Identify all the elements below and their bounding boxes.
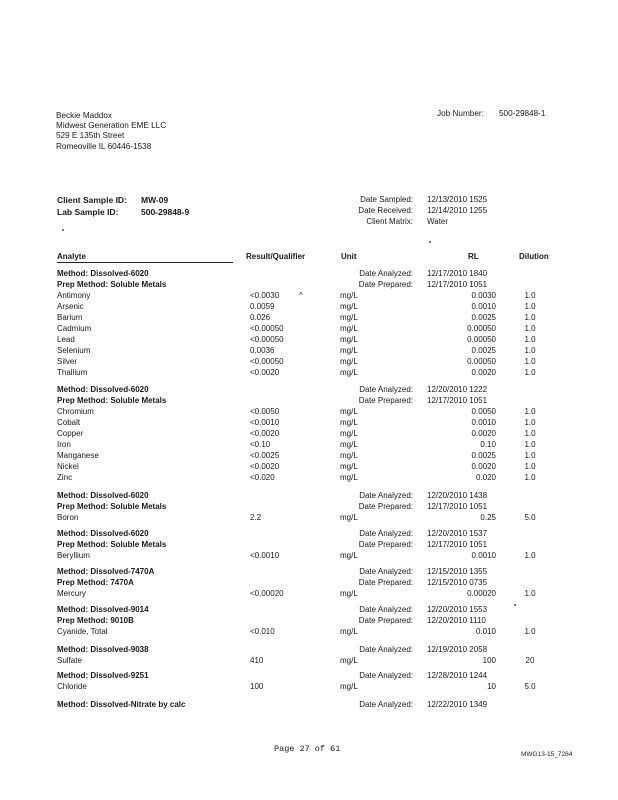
- date-analyzed-value: 12/28/2010 1244: [427, 671, 488, 680]
- analyte-name: Mercury: [57, 589, 86, 598]
- unit-value: mg/L: [340, 368, 358, 377]
- result-value: 0.0059: [250, 302, 275, 311]
- analyte-name: Copper: [57, 429, 84, 438]
- unit-value: mg/L: [340, 440, 358, 449]
- date-analyzed-label: Date Analyzed:: [359, 491, 413, 500]
- dilution-value: 1.0: [524, 324, 536, 333]
- result-value: <0.00050: [250, 324, 284, 333]
- dilution-value: 1.0: [524, 440, 536, 449]
- date-prepared-label: Date Prepared:: [358, 578, 413, 587]
- unit-value: mg/L: [340, 346, 358, 355]
- result-value: <0.00020: [250, 589, 284, 598]
- result-value: 0.026: [250, 313, 271, 322]
- unit-value: mg/L: [340, 473, 358, 482]
- prep-method-title: Prep Method: Soluble Metals: [57, 502, 167, 511]
- rl-value: 0.0025: [471, 313, 496, 322]
- result-value: <0.0030: [250, 291, 280, 300]
- unit-value: mg/L: [340, 335, 358, 344]
- rl-value: 0.0010: [471, 302, 496, 311]
- date-analyzed-value: 12/17/2010 1840: [427, 269, 488, 278]
- rl-value: 0.0020: [471, 368, 496, 377]
- method-title: Method: Dissolved-9038: [57, 645, 149, 654]
- analyte-name: Chloride: [57, 682, 87, 691]
- rl-value: 0.0025: [471, 451, 496, 460]
- scan-speck: [429, 241, 431, 243]
- unit-value: mg/L: [340, 313, 358, 322]
- dilution-value: 1.0: [524, 302, 536, 311]
- date-analyzed-label: Date Analyzed:: [359, 700, 413, 709]
- rl-value: 0.0050: [471, 407, 496, 416]
- analyte-name: Arsenic: [57, 302, 84, 311]
- method-title: Method: Dissolved-Nitrate by calc: [57, 700, 186, 709]
- analyte-name: Cyanide, Total: [57, 627, 108, 636]
- result-value: <0.0020: [250, 429, 280, 438]
- dilution-value: 1.0: [524, 589, 536, 598]
- unit-value: mg/L: [340, 302, 358, 311]
- date-prepared-value: 12/20/2010 1110: [427, 616, 486, 625]
- rl-value: 0.0025: [471, 346, 496, 355]
- date-prepared-label: Date Prepared:: [358, 502, 413, 511]
- scan-speck: [62, 229, 64, 231]
- date-prepared-label: Date Prepared:: [358, 616, 413, 625]
- dilution-value: 5.0: [524, 513, 536, 522]
- date-analyzed-label: Date Analyzed:: [359, 529, 413, 538]
- page-number: Page 27 of 61: [274, 744, 341, 754]
- rl-value: 0.00050: [467, 324, 496, 333]
- result-value: 2.2: [250, 513, 262, 522]
- date-analyzed-label: Date Analyzed:: [359, 605, 413, 614]
- qualifier-flag: ^: [299, 291, 303, 300]
- date-prepared-value: 12/17/2010 1051: [427, 540, 488, 549]
- date-sampled-value: 12/13/2010 1525: [427, 195, 488, 204]
- recipient-street: 529 E 135th Street: [56, 131, 125, 140]
- rl-value: 0.00050: [467, 335, 496, 344]
- rl-value: 0.0010: [471, 418, 496, 427]
- client-sample-id: MW-09: [141, 195, 169, 205]
- rl-value: 100: [482, 656, 496, 665]
- lab-sample-id: 500-29848-9: [141, 207, 190, 217]
- dilution-value: 1.0: [524, 429, 536, 438]
- date-analyzed-label: Date Analyzed:: [359, 269, 413, 278]
- dilution-value: 1.0: [524, 291, 536, 300]
- date-analyzed-value: 12/22/2010 1349: [427, 700, 488, 709]
- result-value: 0.0036: [250, 346, 275, 355]
- recipient-city: Romeoville IL 60446-1538: [56, 142, 152, 151]
- date-received-label: Date Received:: [358, 206, 413, 215]
- date-prepared-label: Date Prepared:: [358, 540, 413, 549]
- method-title: Method: Dissolved-6020: [57, 491, 149, 500]
- date-prepared-value: 12/17/2010 1051: [427, 502, 488, 511]
- dilution-value: 1.0: [524, 627, 536, 636]
- method-title: Method: Dissolved-7470A: [57, 567, 155, 576]
- unit-value: mg/L: [340, 627, 358, 636]
- unit-value: mg/L: [340, 462, 358, 471]
- date-prepared-label: Date Prepared:: [358, 280, 413, 289]
- result-value: <0.0010: [250, 418, 280, 427]
- rl-value: 0.010: [475, 627, 496, 636]
- col-header-unit: Unit: [341, 252, 357, 261]
- unit-value: mg/L: [340, 357, 358, 366]
- method-title: Method: Dissolved-9251: [57, 671, 149, 680]
- dilution-value: 5.0: [524, 682, 536, 691]
- unit-value: mg/L: [340, 407, 358, 416]
- rl-value: 0.0010: [471, 551, 496, 560]
- dilution-value: 1.0: [524, 368, 536, 377]
- client-matrix-value: Water: [427, 217, 449, 226]
- analyte-name: Lead: [57, 335, 75, 344]
- unit-value: mg/L: [340, 513, 358, 522]
- analyte-name: Barium: [57, 313, 83, 322]
- analyte-name: Silver: [57, 357, 78, 366]
- job-number-label: Job Number:: [437, 109, 484, 118]
- col-header-rl: RL: [468, 252, 479, 261]
- lab-sample-id-label: Lab Sample ID:: [57, 207, 119, 217]
- dilution-value: 1.0: [524, 346, 536, 355]
- prep-method-title: Prep Method: Soluble Metals: [57, 540, 167, 549]
- analyte-name: Chromium: [57, 407, 94, 416]
- date-analyzed-label: Date Analyzed:: [359, 567, 413, 576]
- date-prepared-value: 12/17/2010 1051: [427, 280, 488, 289]
- rl-value: 0.10: [480, 440, 496, 449]
- scan-speck: [514, 604, 516, 606]
- document-id: MWG13-15_7284: [521, 751, 573, 758]
- unit-value: mg/L: [340, 589, 358, 598]
- result-value: <0.0010: [250, 551, 280, 560]
- method-title: Method: Dissolved-6020: [57, 269, 149, 278]
- unit-value: mg/L: [340, 324, 358, 333]
- date-analyzed-value: 12/20/2010 1438: [427, 491, 488, 500]
- rl-value: 10: [487, 682, 496, 691]
- date-sampled-label: Date Sampled:: [360, 195, 413, 204]
- date-analyzed-label: Date Analyzed:: [359, 671, 413, 680]
- result-value: <0.10: [250, 440, 271, 449]
- analyte-name: Cobalt: [57, 418, 81, 427]
- dilution-value: 1.0: [524, 451, 536, 460]
- rl-value: 0.00050: [467, 357, 496, 366]
- dilution-value: 1.0: [524, 335, 536, 344]
- col-header-dilution: Dilution: [519, 252, 549, 261]
- analyte-name: Antimony: [57, 291, 91, 300]
- unit-value: mg/L: [340, 682, 358, 691]
- analyte-name: Thallium: [57, 368, 88, 377]
- prep-method-title: Prep Method: Soluble Metals: [57, 280, 167, 289]
- col-header-analyte: Analyte: [57, 252, 86, 261]
- result-value: <0.00050: [250, 357, 284, 366]
- date-analyzed-label: Date Analyzed:: [359, 385, 413, 394]
- unit-value: mg/L: [340, 451, 358, 460]
- unit-value: mg/L: [340, 551, 358, 560]
- header-divider: [57, 262, 233, 263]
- analyte-name: Zinc: [57, 473, 73, 482]
- result-value: <0.010: [250, 627, 275, 636]
- dilution-value: 1.0: [524, 473, 536, 482]
- unit-value: mg/L: [340, 291, 358, 300]
- dilution-value: 20: [525, 656, 535, 665]
- result-value: <0.0050: [250, 407, 280, 416]
- analyte-name: Sulfate: [57, 656, 82, 665]
- method-title: Method: Dissolved-9014: [57, 605, 149, 614]
- dilution-value: 1.0: [524, 551, 536, 560]
- client-matrix-label: Client Matrix:: [366, 217, 413, 226]
- rl-value: 0.25: [480, 513, 496, 522]
- dilution-value: 1.0: [524, 418, 536, 427]
- recipient-name: Beckie Maddox: [56, 111, 112, 120]
- client-sample-id-label: Client Sample ID:: [57, 195, 127, 205]
- prep-method-title: Prep Method: 7470A: [57, 578, 134, 587]
- analyte-name: Iron: [57, 440, 71, 449]
- dilution-value: 1.0: [524, 462, 536, 471]
- analyte-name: Cadmium: [57, 324, 92, 333]
- prep-method-title: Prep Method: 9010B: [57, 616, 134, 625]
- date-analyzed-value: 12/19/2010 2058: [427, 645, 488, 654]
- date-analyzed-label: Date Analyzed:: [359, 645, 413, 654]
- unit-value: mg/L: [340, 656, 358, 665]
- rl-value: 0.00020: [467, 589, 496, 598]
- prep-method-title: Prep Method: Soluble Metals: [57, 396, 167, 405]
- date-analyzed-value: 12/20/2010 1537: [427, 529, 488, 538]
- result-value: 410: [250, 656, 264, 665]
- date-prepared-value: 12/17/2010 1051: [427, 396, 488, 405]
- dilution-value: 1.0: [524, 407, 536, 416]
- result-value: <0.0025: [250, 451, 280, 460]
- unit-value: mg/L: [340, 429, 358, 438]
- analyte-name: Manganese: [57, 451, 99, 460]
- dilution-value: 1.0: [524, 313, 536, 322]
- job-number-value: 500-29848-1: [499, 109, 546, 118]
- date-analyzed-value: 12/20/2010 1553: [427, 605, 488, 614]
- result-value: <0.020: [250, 473, 275, 482]
- analyte-name: Nickel: [57, 462, 79, 471]
- method-title: Method: Dissolved-6020: [57, 385, 149, 394]
- analyte-name: Beryllium: [57, 551, 90, 560]
- date-prepared-label: Date Prepared:: [358, 396, 413, 405]
- method-title: Method: Dissolved-6020: [57, 529, 149, 538]
- result-value: 100: [250, 682, 264, 691]
- rl-value: 0.0030: [471, 291, 496, 300]
- date-received-value: 12/14/2010 1255: [427, 206, 488, 215]
- col-header-result: Result/Qualifier: [246, 252, 306, 261]
- date-analyzed-value: 12/15/2010 1355: [427, 567, 488, 576]
- date-prepared-value: 12/15/2010 0735: [427, 578, 488, 587]
- dilution-value: 1.0: [524, 357, 536, 366]
- unit-value: mg/L: [340, 418, 358, 427]
- date-analyzed-value: 12/20/2010 1222: [427, 385, 488, 394]
- analyte-name: Boron: [57, 513, 79, 522]
- rl-value: 0.020: [475, 473, 496, 482]
- analyte-name: Selenium: [57, 346, 91, 355]
- rl-value: 0.0020: [471, 462, 496, 471]
- result-value: <0.00050: [250, 335, 284, 344]
- result-value: <0.0020: [250, 462, 280, 471]
- result-value: <0.0020: [250, 368, 280, 377]
- recipient-company: Midwest Generation EME LLC: [56, 121, 167, 130]
- rl-value: 0.0020: [471, 429, 496, 438]
